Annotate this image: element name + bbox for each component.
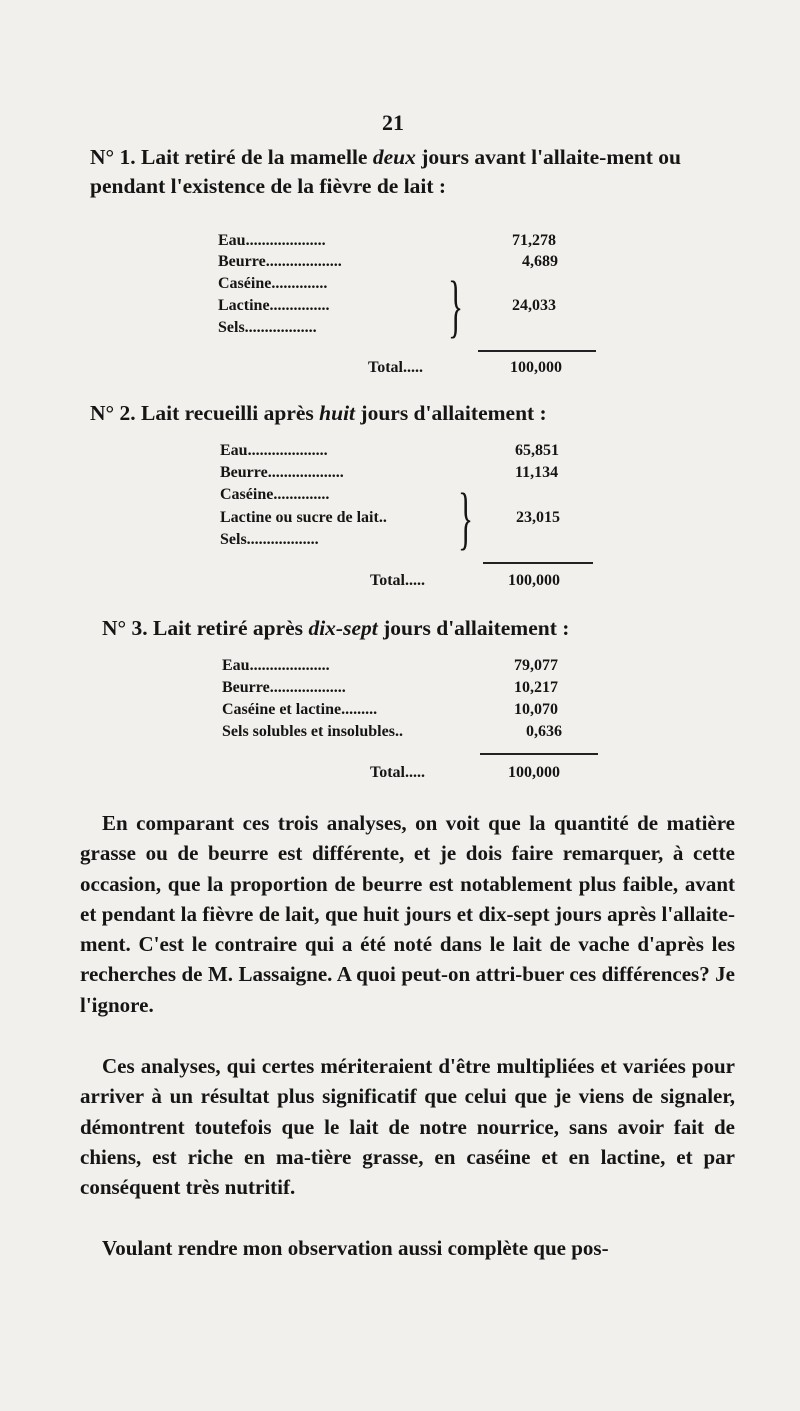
row-value: 4,689: [522, 253, 558, 270]
total-row: [370, 762, 600, 784]
table-row: [222, 699, 602, 721]
row-value: 10,217: [514, 679, 558, 696]
table-row: [222, 721, 602, 743]
section2-heading-emphasis: huit: [319, 401, 356, 425]
row-label: Eau....................: [220, 442, 328, 459]
total-value: 100,000: [510, 359, 562, 376]
brace-symbol: }: [458, 480, 474, 557]
total-rule: [483, 562, 593, 564]
row-label: Eau....................: [222, 657, 330, 674]
table-row: [222, 655, 602, 677]
row-value: 79,077: [514, 657, 558, 674]
table-row: [218, 230, 598, 252]
row-value: 11,134: [515, 464, 559, 481]
page-number: 21: [382, 110, 404, 135]
row-label: Sels..................: [220, 531, 319, 548]
row-value: 0,636: [526, 723, 562, 740]
row-value: 65,851: [515, 442, 559, 459]
row-label: Beurre...................: [222, 679, 346, 696]
brace-symbol: }: [448, 268, 464, 345]
row-label: Eau....................: [218, 232, 326, 249]
table-row: [220, 529, 600, 551]
table-row: [218, 273, 598, 295]
row-label: Caséine et lactine.........: [222, 701, 378, 718]
section1-heading: N° 1. Lait retiré de la mamelle deux jours avant l'allaite-ment ou pendant l'existence de la fièvre de lait :: [90, 145, 681, 198]
row-value: 10,070: [514, 701, 558, 718]
table-row: [220, 462, 600, 484]
section3-heading: N° 3. Lait retiré après dix-sept jours d'allaitement :: [102, 616, 570, 640]
table-row: [218, 317, 598, 339]
section3-heading-emphasis: dix-sept: [308, 616, 378, 640]
total-rule: [480, 753, 598, 755]
table-row: [220, 484, 600, 506]
table-row: [220, 440, 600, 462]
row-value: 71,278: [512, 232, 556, 249]
table-row: [220, 507, 600, 529]
row-label: Caséine..............: [220, 486, 330, 503]
total-label: Total.....: [370, 764, 425, 781]
total-row: [368, 357, 598, 379]
row-label: Lactine ou sucre de lait..: [220, 509, 387, 526]
row-label: Beurre...................: [220, 464, 344, 481]
body-paragraph-2: Ces analyses, qui certes mériteraient d'être multipliées et variées pour arriver à un résultat plus significatif que celui que je viens de signaler, démontrent toutefois que le lait de notre nourrice, sans avoir fait de chiens, est riche en ma-tière grasse, en caséine et en lactine, et par conséquent très nutritif.: [80, 1054, 735, 1200]
row-label: Sels solubles et insolubles..: [222, 723, 403, 740]
row-value: 24,033: [512, 297, 556, 314]
total-rule: [478, 350, 596, 352]
row-label: Sels..................: [218, 319, 317, 336]
row-label: Caséine..............: [218, 275, 328, 292]
body-paragraph-3: Voulant rendre mon observation aussi complète que pos-: [102, 1236, 609, 1260]
section2-heading: N° 2. Lait recueilli après huit jours d'allaitement :: [90, 401, 547, 425]
row-label: Lactine...............: [218, 297, 330, 314]
table-row: [222, 677, 602, 699]
row-value: 23,015: [516, 509, 560, 526]
table-row: [218, 295, 598, 317]
total-label: Total.....: [370, 572, 425, 589]
section1-heading-emphasis: deux: [372, 145, 416, 169]
body-paragraph-1: En comparant ces trois analyses, on voit que la quantité de matière grasse ou de beurre est différente, et je dois faire remarquer, à cette occasion, que la proportion de beurre est notablement plus faible, avant et pendant la fièvre de lait, que huit jours et dix-sept jours après l'allaite-ment. C'est le contraire qui a été noté dans le lait de vache d'après les recherches de M. Lassaigne. A quoi peut-on attri-buer ces différences? Je l'ignore.: [80, 811, 735, 1017]
total-row: [370, 570, 600, 592]
total-value: 100,000: [508, 572, 560, 589]
row-label: Beurre...................: [218, 253, 342, 270]
total-value: 100,000: [508, 764, 560, 781]
table-row: [218, 251, 598, 273]
total-label: Total.....: [368, 359, 423, 376]
